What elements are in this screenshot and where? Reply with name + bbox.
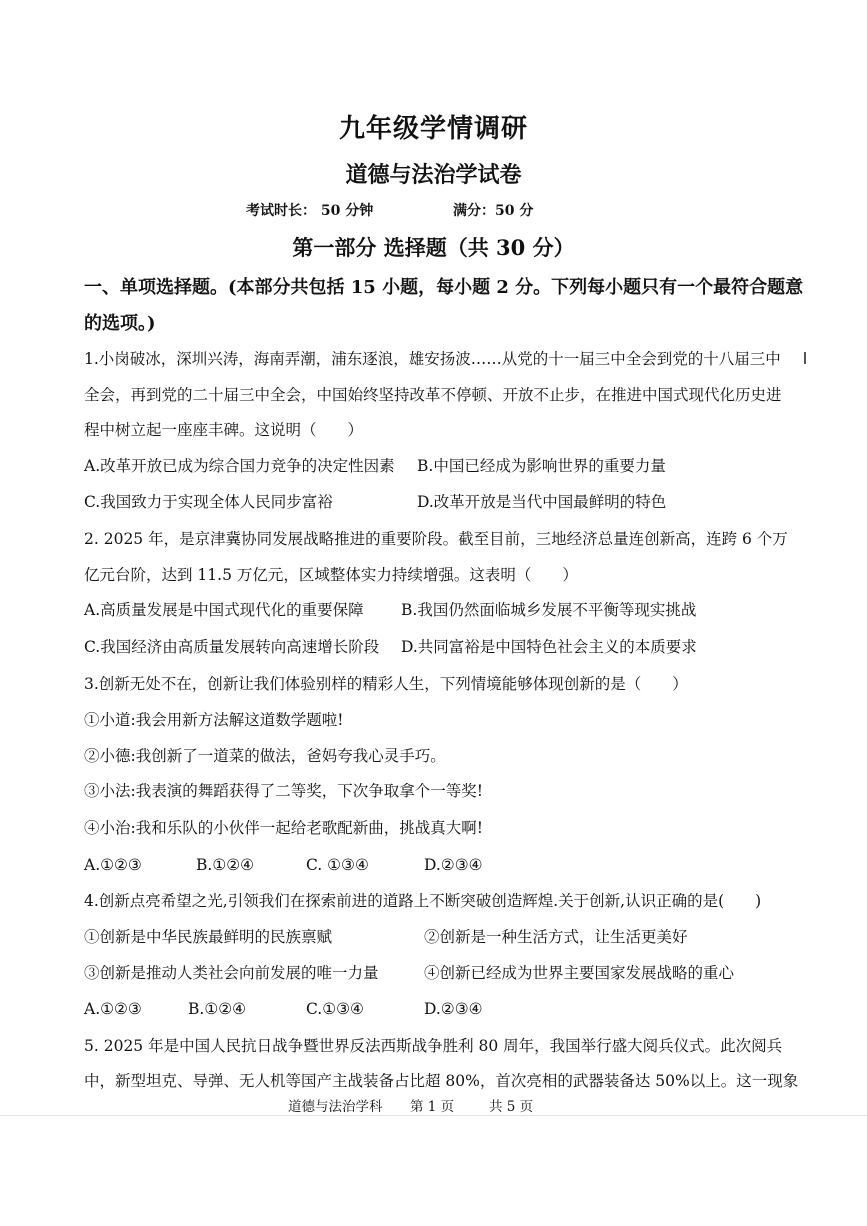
q3-statement-3: ③小法:我表演的舞蹈获得了二等奖，下次争取拿个一等奖! [84, 782, 483, 800]
q3-statement-1: ①小道:我会用新方法解这道数学题啦! [84, 711, 344, 729]
q1-option-d: D.改革开放是当代中国最鲜明的特色 [417, 493, 667, 511]
exam-score: 满分：50 分 [453, 203, 534, 219]
q1-option-c: C.我国致力于实现全体人民同步富裕 [84, 493, 333, 511]
q4-option-c: C.①③④ [306, 1000, 364, 1018]
q3-option-a: A.①②③ [84, 856, 142, 874]
q4-stem-line-1: 4.创新点亮希望之光,引领我们在探索前进的道路上不断突破创造辉煌.关于创新,认识正确的是( ) [84, 892, 762, 910]
q3-statement-4: ④小治:我和乐队的小伙伴一起给老歌配新曲，挑战真大啊! [84, 819, 483, 837]
q4-option-a: A.①②③ [84, 1000, 142, 1018]
instructions-line-2: 的选项。) [84, 313, 156, 334]
footer-total-pages: 共 5 页 [489, 1099, 534, 1115]
footer-divider [0, 1115, 867, 1116]
instructions-line-1: 一、单项选择题。(本部分共包括 15 小题，每小题 2 分。下列每小题只有一个最符合题意 [84, 277, 804, 298]
q4-option-b: B.①②④ [188, 1000, 247, 1018]
q1-option-b: B.中国已经成为影响世界的重要力量 [417, 457, 666, 475]
footer-subject: 道德与法治学科 [288, 1099, 383, 1115]
q2-option-a: A.高质量发展是中国式现代化的重要保障 [84, 601, 364, 619]
q1-option-a: A.改革开放已成为综合国力竞争的决定性因素 [84, 457, 395, 475]
q4-statement-3: ③创新是推动人类社会向前发展的唯一力量 [84, 964, 379, 982]
q2-stem-line-1: 2. 2025 年，是京津冀协同发展战略推进的重要阶段。截至目前，三地经济总量连创新高，连跨 6 个万 [84, 530, 788, 548]
q5-stem-line-1: 5. 2025 年是中国人民抗日战争暨世界反法西斯战争胜利 80 周年，我国举行盛大阅兵仪式。此次阅兵 [84, 1037, 783, 1055]
footer-page-number: 第 1 页 [410, 1099, 455, 1115]
page-subtitle: 道德与法治学试卷 [345, 162, 522, 188]
q1-stem-line-2: 全会，再到党的二十届三中全会，中国始终坚持改革不停顿、开放不止步，在推进中国式现代化历史进 [84, 386, 782, 404]
q5-stem-line-2: 中，新型坦克、导弹、无人机等国产主战装备占比超 80%，首次亮相的武器装备达 50%以上。这一现象 [84, 1072, 799, 1090]
q2-option-d: D.共同富裕是中国特色社会主义的本质要求 [401, 638, 697, 656]
q3-statement-2: ②小德:我创新了一道菜的做法，爸妈夸我心灵手巧。 [84, 747, 446, 765]
part-title: 第一部分 选择题（共 30 分） [292, 235, 575, 260]
margin-mark [804, 352, 806, 364]
q3-option-d: D.②③④ [424, 856, 483, 874]
q2-option-c: C.我国经济由高质量发展转向高速增长阶段 [84, 638, 380, 656]
q4-statement-1: ①创新是中华民族最鲜明的民族禀赋 [84, 928, 333, 946]
q2-stem-line-2: 亿元台阶，达到 11.5 万亿元，区域整体实力持续增强。这表明（ ） [84, 566, 578, 584]
q3-option-c: C. ①③④ [306, 856, 369, 874]
q4-option-d: D.②③④ [424, 1000, 483, 1018]
page-title: 九年级学情调研 [338, 114, 528, 144]
q2-option-b: B.我国仍然面临城乡发展不平衡等现实挑战 [401, 601, 697, 619]
q3-option-b: B.①②④ [196, 856, 255, 874]
q4-statement-4: ④创新已经成为世界主要国家发展战略的重心 [424, 964, 735, 982]
exam-duration: 考试时长： 50 分钟 [246, 203, 374, 219]
q1-stem-line-3: 程中树立起一座座丰碑。这说明（ ） [84, 421, 364, 439]
q3-stem-line-1: 3.创新无处不在，创新让我们体验别样的精彩人生，下列情境能够体现创新的是（ ） [84, 675, 688, 693]
q1-stem-line-1: 1.小岗破冰，深圳兴涛，海南弄潮，浦东逐浪，雄安扬波……从党的十一届三中全会到党的十八届三中 [84, 350, 781, 368]
q4-statement-2: ②创新是一种生活方式，让生活更美好 [424, 928, 688, 946]
